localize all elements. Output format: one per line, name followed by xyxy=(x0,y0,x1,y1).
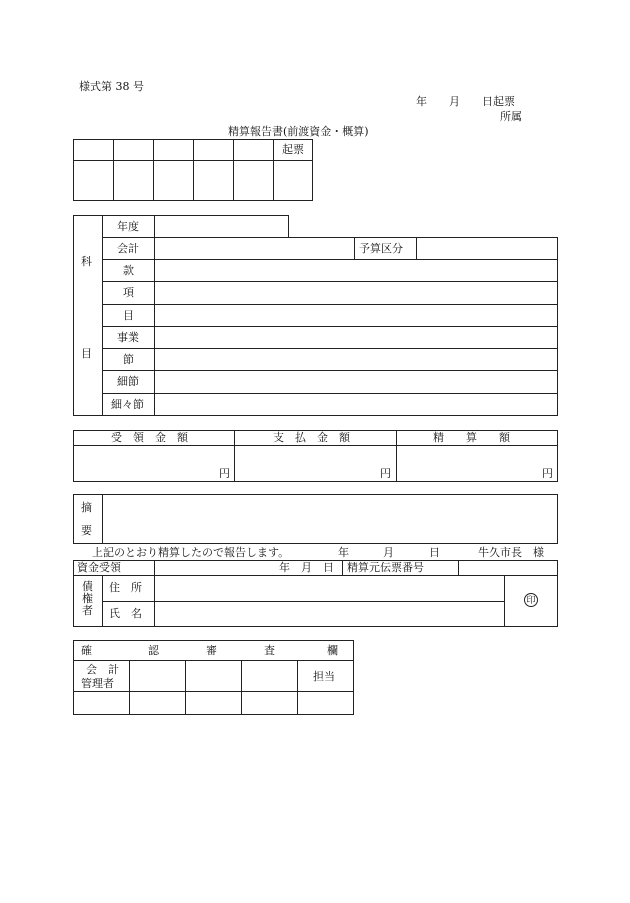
address-label: 住 所 xyxy=(109,581,142,594)
subject-left-border xyxy=(73,215,74,416)
side-label-moku: 目 xyxy=(81,347,92,360)
year-field-end xyxy=(288,215,289,237)
summary-box xyxy=(73,494,558,544)
subject-row-line xyxy=(102,393,558,394)
kihyo-label: 起票 xyxy=(282,143,304,156)
subject-row-line xyxy=(102,348,558,349)
amounts-col-line xyxy=(396,430,397,482)
subject-row-line xyxy=(102,281,558,282)
voucher-number-label: 精算元伝票番号 xyxy=(347,561,424,574)
seal-mark: 印 xyxy=(524,593,538,607)
confirm-title-char-4: 査 xyxy=(264,644,275,657)
receipt-header-line xyxy=(73,575,558,576)
confirm-row-line xyxy=(73,691,354,692)
confirm-title-char-1: 確 xyxy=(81,644,92,657)
creditor-char-2: 権 xyxy=(82,592,93,605)
voucher-right xyxy=(458,560,459,575)
confirm-col-line xyxy=(129,660,130,715)
summary-label-teki: 摘 xyxy=(81,501,92,514)
subject-top-border xyxy=(73,215,289,216)
row-label-saisaisetsu: 細々節 xyxy=(111,398,144,411)
received-amount-unit: 円 xyxy=(219,467,230,480)
paid-amount-unit: 円 xyxy=(380,467,391,480)
report-addressee: 牛久市長 様 xyxy=(478,546,544,559)
receipt-date-left xyxy=(154,560,155,627)
department-label: 所属 xyxy=(500,110,522,123)
amounts-table xyxy=(73,430,558,482)
row-label-moku: 目 xyxy=(123,309,134,322)
row-label-saisetsu: 細節 xyxy=(117,375,139,388)
subject-table xyxy=(73,215,558,416)
confirm-title-char-2: 認 xyxy=(148,644,159,657)
fund-receipt-label: 資金受領 xyxy=(77,561,121,574)
form-number: 様式第 38 号 xyxy=(79,80,144,93)
received-amount-header: 受 領 金 額 xyxy=(111,431,188,444)
subject-bottom-border xyxy=(73,415,558,416)
approval-stamp-grid xyxy=(73,139,313,201)
report-day: 日 xyxy=(429,546,440,559)
staff-label: 担当 xyxy=(313,670,335,683)
receipt-date: 年 月 日 xyxy=(279,561,334,574)
subject-row-line xyxy=(102,326,558,327)
confirm-title-char-3: 審 xyxy=(206,644,217,657)
subject-label-divider xyxy=(154,215,155,416)
creditor-divider xyxy=(102,575,103,627)
budget-category-label: 予算区分 xyxy=(359,242,403,255)
summary-label-divider xyxy=(102,494,103,544)
subject-row-line xyxy=(102,304,558,305)
creditor-char-1: 債 xyxy=(82,580,93,593)
subject-row-line xyxy=(102,237,558,238)
report-year: 年 xyxy=(338,546,349,559)
seal-divider xyxy=(504,575,505,627)
report-month: 月 xyxy=(383,546,394,559)
voucher-left xyxy=(342,560,343,575)
receipt-table xyxy=(73,560,558,627)
date-line: 年 月 日起票 xyxy=(416,95,515,108)
creditor-char-3: 者 xyxy=(82,604,93,617)
settlement-amount-header: 精 算 額 xyxy=(433,431,510,444)
budget-label-left xyxy=(354,237,355,259)
confirm-title-char-5: 欄 xyxy=(327,644,338,657)
accounting-manager-label-1: 会 計 xyxy=(86,663,119,676)
approval-grid-col-line xyxy=(113,139,114,201)
side-label-ka: 科 xyxy=(81,255,92,268)
approval-grid-col-line xyxy=(193,139,194,201)
confirm-col-line xyxy=(241,660,242,715)
subject-row-line xyxy=(102,259,558,260)
receipt-mid-line xyxy=(102,601,504,602)
approval-grid-col-line xyxy=(273,139,274,201)
amounts-header-line xyxy=(73,445,558,446)
row-label-setsu: 節 xyxy=(123,353,134,366)
settlement-amount-unit: 円 xyxy=(542,467,553,480)
row-label-kaikei: 会計 xyxy=(117,242,139,255)
confirmation-table xyxy=(73,640,354,715)
subject-row-line xyxy=(102,370,558,371)
amounts-col-line xyxy=(234,430,235,482)
confirm-col-line xyxy=(297,660,298,715)
name-label: 氏 名 xyxy=(109,607,142,620)
row-label-jigyo: 事業 xyxy=(117,331,139,344)
budget-label-right xyxy=(416,237,417,259)
confirm-header-line xyxy=(73,660,354,661)
row-label-kou: 項 xyxy=(123,286,134,299)
approval-grid-col-line xyxy=(233,139,234,201)
row-label-nendo: 年度 xyxy=(117,220,139,233)
approval-grid-col-line xyxy=(153,139,154,201)
accounting-manager-label-2: 管理者 xyxy=(81,677,114,690)
summary-frame xyxy=(73,494,558,544)
summary-label-you: 要 xyxy=(81,524,92,537)
row-label-kan: 款 xyxy=(123,264,134,277)
paid-amount-header: 支 払 金 額 xyxy=(273,431,350,444)
document-title: 精算報告書(前渡資金・概算) xyxy=(228,125,369,138)
subject-side-divider xyxy=(102,215,103,416)
confirm-col-line xyxy=(185,660,186,715)
report-statement: 上記のとおり精算したので報告します。 xyxy=(92,546,290,559)
